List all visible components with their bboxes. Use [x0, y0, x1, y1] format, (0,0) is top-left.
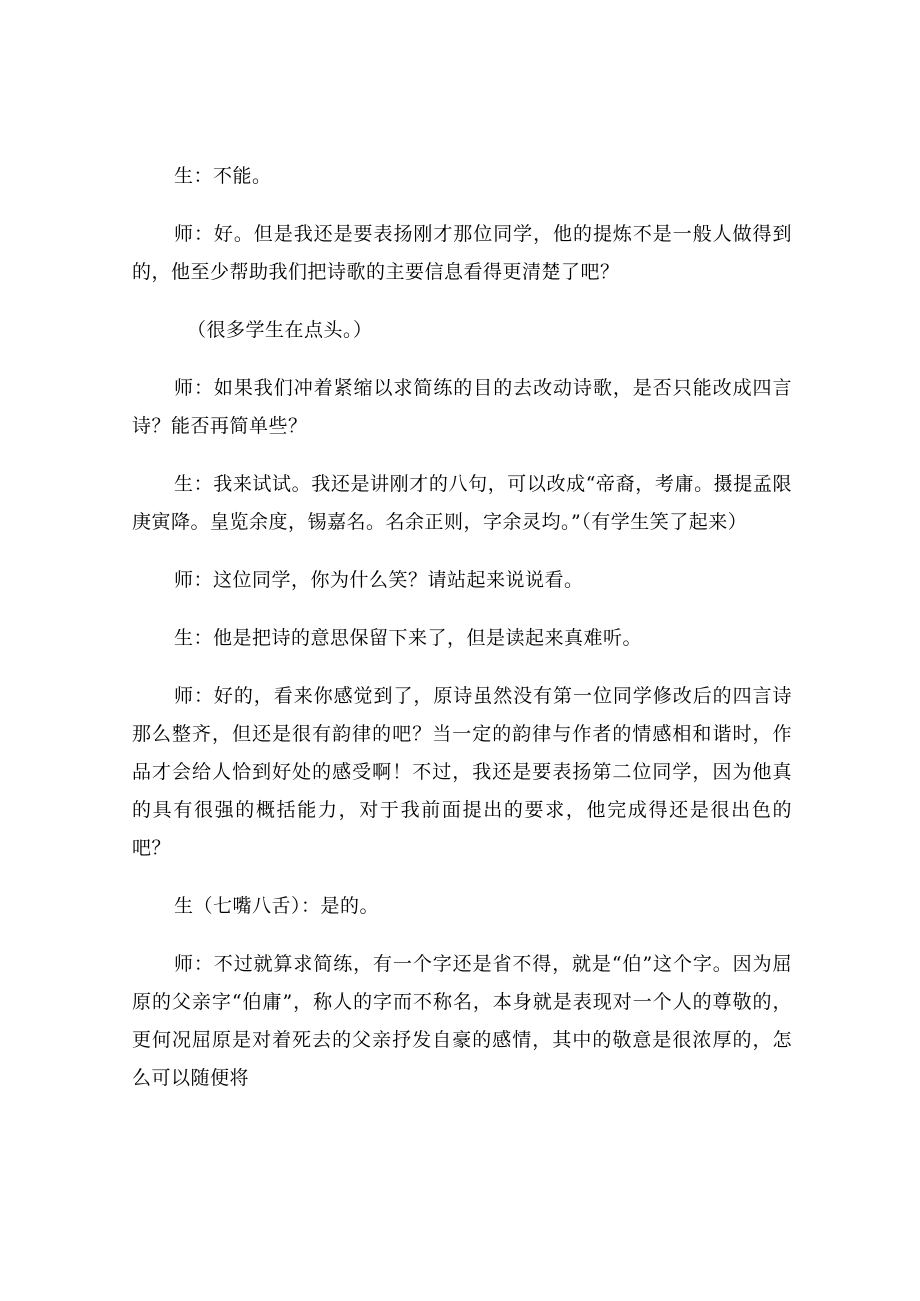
paragraph-5: 生：我来试试。我还是讲刚才的八句，可以改成“帝裔，考庸。摄提孟限庚寅降。皇览余度，锡嘉名。名余正则，字余灵均。”（有学生笑了起来）	[132, 473, 792, 533]
paragraph-10: 师：不过就算求简练，有一个字还是省不得，就是“伯”这个字。因为屈原的父亲字“伯庸”，称人的字而不称名，本身就是表现对一个人的尊敬的，更何况屈原是对着死去的父亲抒发自豪的感情，其中的敬意是很浓厚的，怎么可以随便将	[132, 953, 792, 1089]
paragraph-8: 师：好的，看来你感觉到了，原诗虽然没有第一位同学修改后的四言诗那么整齐，但还是很有韵律的吧？当一定的韵律与作者的情感相和谐时，作品才会给人恰到好处的感受啊！不过，我还是要表扬第二位同学，因为他真的具有很强的概括能力，对于我前面提出的要求，他完成得还是很出色的吧？	[132, 685, 792, 859]
paragraph-1: 生：不能。	[174, 165, 272, 187]
document-body	[132, 157, 792, 1097]
paragraph-9: 生（七嘴八舌）：是的。	[174, 895, 380, 917]
paragraph-4: 师：如果我们冲着紧缩以求简练的目的去改动诗歌，是否只能改成四言诗？能否再简单些？	[132, 377, 792, 437]
paragraph-7: 生：他是把诗的意思保留下来了，但是读起来真难听。	[174, 627, 643, 649]
paragraph-3: （很多学生在点头。）	[187, 319, 373, 341]
paragraph-2: 师：好。但是我还是要表扬刚才那位同学，他的提炼不是一般人做得到的，他至少帮助我们把诗歌的主要信息看得更清楚了吧？	[132, 223, 792, 283]
paragraph-6: 师：这位同学，你为什么笑？请站起来说说看。	[174, 569, 584, 591]
